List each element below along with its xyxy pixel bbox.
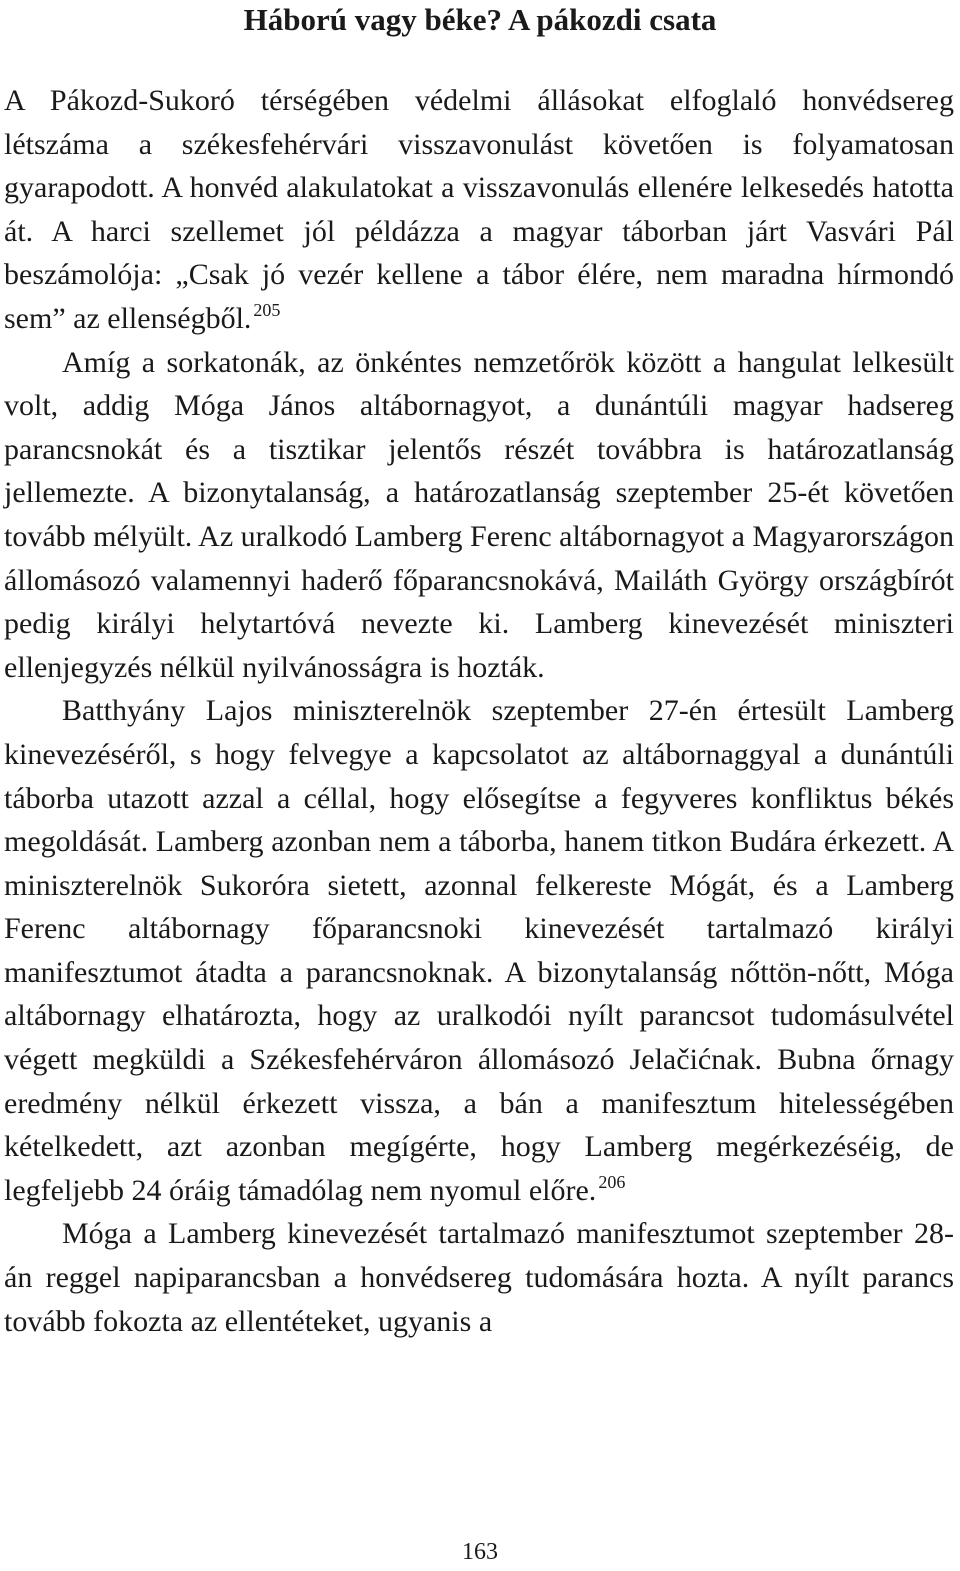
paragraph-2 — [4, 341, 954, 690]
paragraph-2-text: Amíg a sorkatonák, az önkéntes nemzetőrök között a hangulat lelkesült volt, addig Móga János altábornagyot, a dunántúli magyar hadsereg parancsnokát és a tisztikar jelentős részét továbbra is határozatlanság jellemezte. A bizonytalanság, a határozatlanság szeptember 25-ét követően tovább mélyült. Az uralkodó Lamberg Ferenc altábornagyot a Magyarországon állomásozó valamennyi haderő főparancsnokává, Mailáth György országbírót pedig királyi helytartóvá nevezte ki. Lamberg kinevezését miniszteri ellenjegyzés nélkül nyilvánosságra is hozták. — [4, 345, 954, 684]
paragraph-4 — [4, 1212, 954, 1343]
paragraph-4-text: Móga a Lamberg kinevezését tartalmazó manifesztumot szeptember 28-án reggel napiparancsban a honvédsereg tudomására hozta. A nyílt parancs tovább fokozta az ellentéteket, ugyanis a — [4, 1217, 954, 1338]
paragraph-1-text: A Pákozd-Sukoró térségében védelmi állásokat elfoglaló honvédsereg létszáma a székesfehérvári visszavonulást követően is folyamatosan gyarapodott. A honvéd alakulatokat a visszavonulás ellenére lelkesedés hatotta át. A harci szellemet jól példázza a magyar táborban járt Vasvári Pál beszámolója: „Csak jó vezér kellene a tábor élére, nem maradna hírmondó sem” az ellenségből. — [4, 84, 954, 335]
body-text — [4, 79, 954, 1343]
chapter-title: Háború vagy béke? A pákozdi csata — [243, 2, 717, 37]
footnote-ref-205: 205 — [253, 299, 281, 320]
page-number: 163 — [462, 1539, 498, 1565]
paragraph-3-text: Batthyány Lajos miniszterelnök szeptember 27-én értesült Lamberg kinevezéséről, s hogy felvegye a kapcsolatot az altábornaggyal a dunántúli táborba utazott azzal a céllal, hogy elősegítse a fegyveres konfliktus békés megoldását. Lamberg azonban nem a táborba, hanem titkon Budára érkezett. A miniszterelnök Sukoróra sietett, azonnal felkereste Mógát, és a Lamberg Ferenc altábornagy főparancsnoki kinevezését tartalmazó királyi manifesztumot átadta a parancsnoknak. A bizonytalanság nőttön-nőtt, Móga altábornagy elhatározta, hogy az uralkodói nyílt parancsot tudomásulvétel végett megküldi a Székesfehérváron állomásozó Jelačićnak. Bubna őrnagy eredmény nélkül érkezett vissza, a bán a manifesztum hitelességében kételkedett, azt azonban megígérte, hogy Lamberg megérkezéséig, de legfeljebb 24 óráig támadólag nem nyomul előre. — [4, 694, 954, 1207]
paragraph-1 — [4, 79, 954, 341]
footnote-ref-206: 206 — [598, 1171, 626, 1192]
paragraph-3 — [4, 689, 954, 1212]
